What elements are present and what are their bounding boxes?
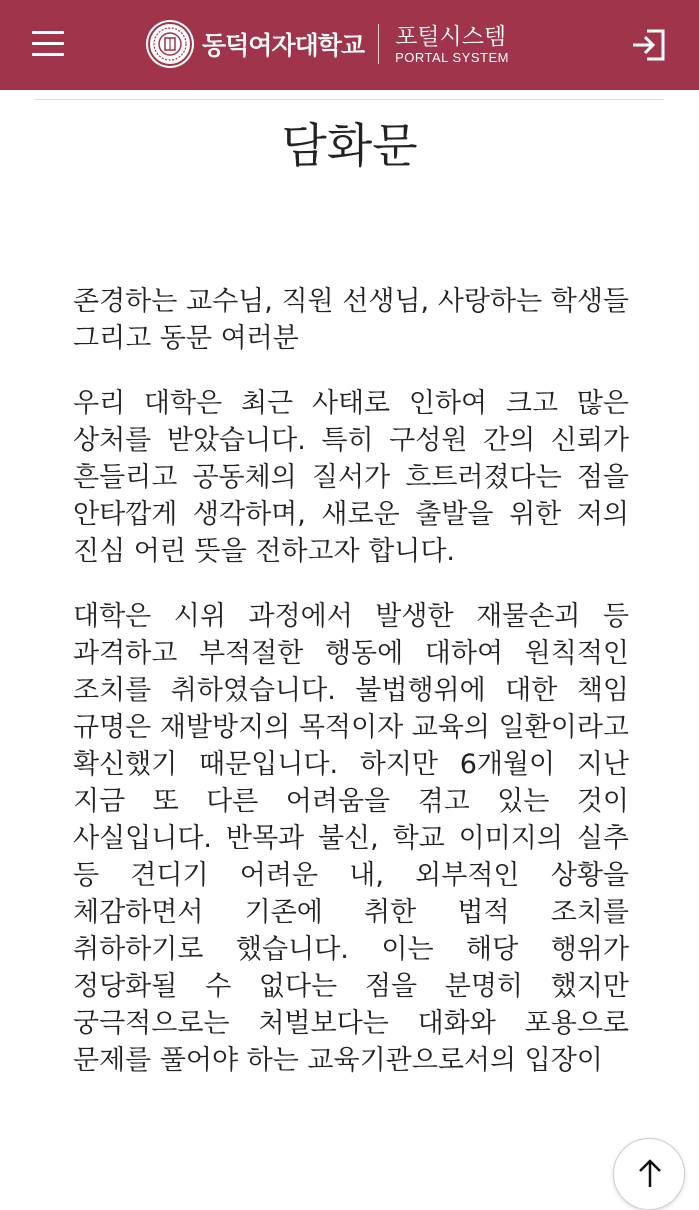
portal-system-english: PORTAL SYSTEM [395,49,509,65]
university-seal-icon [146,20,194,68]
arrow-up-icon [632,1153,668,1197]
scroll-to-top-button[interactable] [613,1138,685,1210]
page-title: 담화문 [281,119,418,174]
logout-icon[interactable] [630,26,668,64]
paragraph-1: 우리 대학은 최근 사태로 인하여 크고 많은 상처를 받았습니다. 특히 구성원 간의 신뢰가 흔들리고 공동체의 질서가 흐트러졌다는 점을 안타깝게 생각하며, 새로운 출발을 위한 저의 진심 어린 뜻을 전하고자 합니다. [73,388,629,567]
portal-system-label [395,24,509,65]
brand-divider [378,24,379,64]
header-bar [0,0,699,90]
portal-system-korean: 포털시스템 [395,23,507,50]
hamburger-menu-icon[interactable] [32,28,66,58]
divider [35,99,663,100]
paragraph-greeting: 존경하는 교수님, 직원 선생님, 사랑하는 학생들 그리고 동문 여러분 [73,286,629,354]
university-name: 동덕여자대학교 [202,31,365,60]
statement-body [73,283,629,1107]
brand-logo[interactable] [146,18,509,70]
paragraph-2: 대학은 시위 과정에서 발생한 재물손괴 등 과격하고 부적절한 행동에 대하여 원칙적인 조치를 취하였습니다. 불법행위에 대한 책임 규명은 재발방지의 목적이자 교육의 일환이라고 확신했기 때문입니다. 하지만 6개월이 지난 지금 또 다른 어려움을 겪고 있는 것이 사실입니다. 반목과 불신, 학교 이미지의 실추 등 견디기 어려운 내, 외부적인 상황을 체감하면서 기존에 취한 법적 조치를 취하하기로 했습니다. 이는 해당 행위가 정당화될 수 없다는 점을 분명히 했지만 궁극적으로는 처벌보다는 대화와 포용으로 문제를 풀어야 하는 교육기관으로서의 입장이 [73,601,629,1076]
